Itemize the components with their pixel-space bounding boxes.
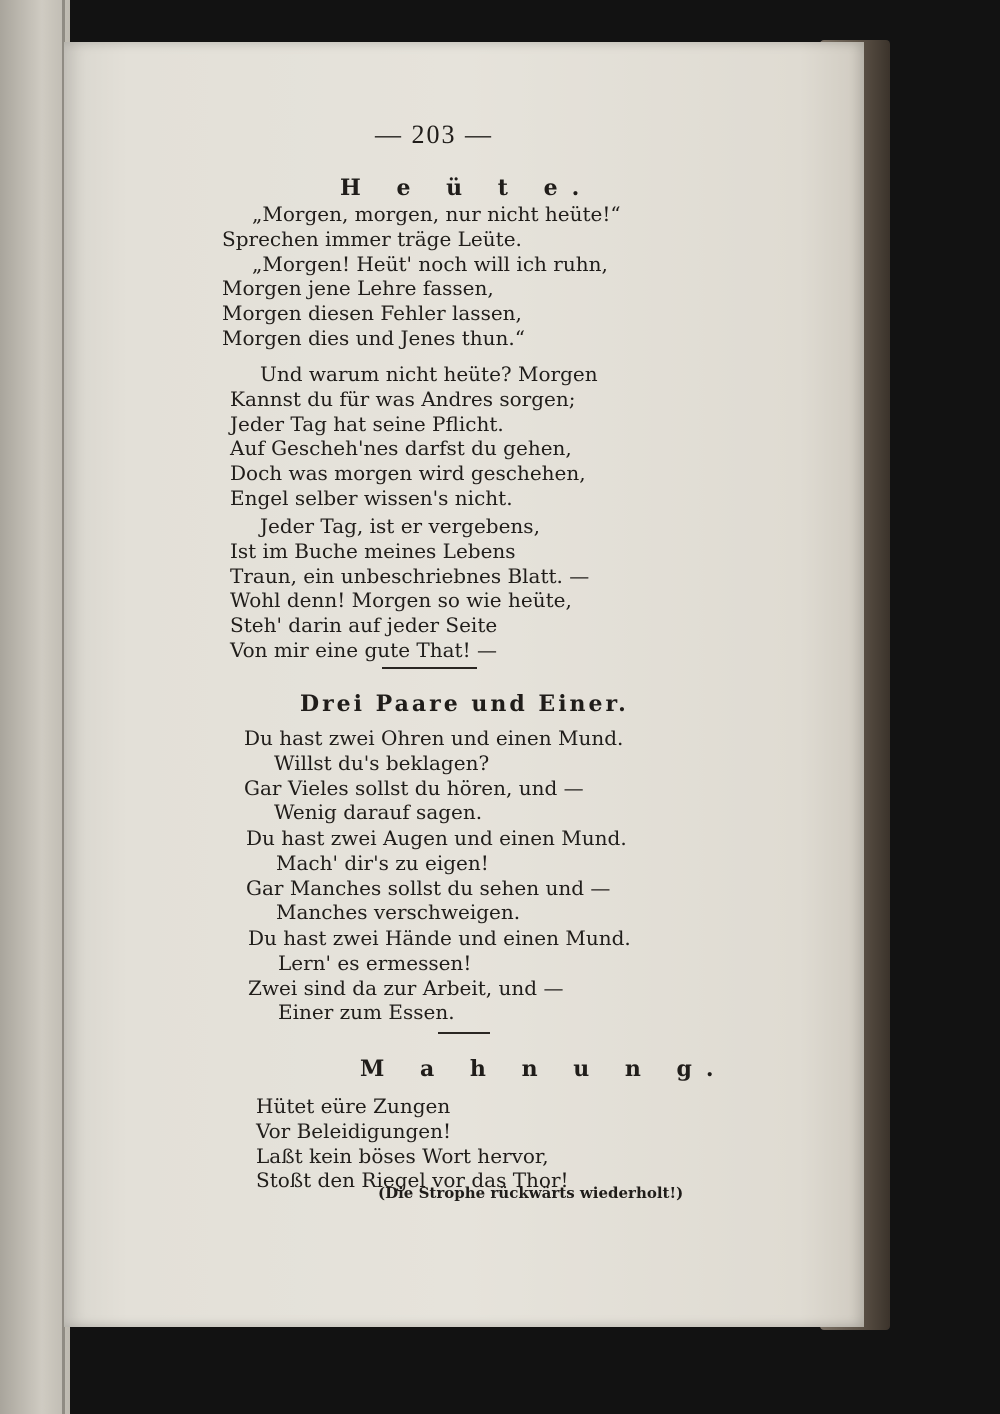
verse-line: Morgen jene Lehre fassen,	[222, 276, 494, 301]
verse-line: Ist im Buche meines Lebens	[230, 538, 516, 563]
facing-page-edge	[0, 0, 70, 1414]
verse-line: Du hast zwei Augen und einen Mund.	[246, 826, 627, 850]
verse-line: Auf Gescheh'nes darfst du gehen,	[230, 436, 572, 461]
verse-line: Mach' dir's zu eigen!	[276, 850, 489, 875]
verse-line: Morgen dies und Jenes thun.“	[222, 325, 525, 350]
verse-line: Doch was morgen wird geschehen,	[230, 461, 586, 486]
verse-line: Von mir eine gute That! —	[230, 637, 497, 662]
book-page	[64, 42, 864, 1327]
verse-line: Laßt kein böses Wort hervor,	[256, 1143, 549, 1168]
verse-line: Jeder Tag hat seine Pflicht.	[230, 411, 504, 436]
poem-heute-stanza-2	[230, 362, 598, 511]
verse-line: „Morgen, morgen, nur nicht heüte!“	[252, 202, 621, 226]
verse-line: Lern' es ermessen!	[278, 950, 472, 975]
verse-line: Steh' darin auf jeder Seite	[230, 613, 498, 638]
poem-drei-paare-stanza-1	[244, 726, 623, 825]
verse-line: Jeder Tag, ist er vergebens,	[260, 514, 540, 538]
verse-line: Einer zum Essen.	[278, 1000, 455, 1025]
poem-drei-paare-stanza-2	[246, 826, 627, 925]
verse-line: Stoßt den Riegel vor das Thor!	[256, 1168, 569, 1193]
verse-line: Willst du's beklagen?	[274, 750, 490, 775]
poem-heute-stanza-3	[230, 514, 589, 663]
verse-line: Engel selber wissen's nicht.	[230, 485, 513, 510]
verse-line: Wohl denn! Morgen so wie heüte,	[230, 588, 572, 613]
poem-title-heute: H e ü t e.	[340, 175, 594, 201]
verse-line: Vor Beleidigungen!	[256, 1118, 452, 1143]
verse-line: Sprechen immer träge Leüte.	[222, 226, 522, 251]
poem-title-drei-paare: Drei Paare und Einer.	[300, 691, 629, 717]
verse-line: Manches verschweigen.	[276, 900, 521, 925]
page-number: — 203 —	[375, 120, 493, 149]
verse-line: Morgen diesen Fehler lassen,	[222, 301, 522, 326]
verse-line: Gar Manches sollst du sehen und —	[246, 875, 611, 900]
verse-line: „Morgen! Heüt' noch will ich ruhn,	[252, 251, 608, 276]
poem-title-mahnung: M a h n u n g.	[360, 1056, 728, 1082]
verse-line: Gar Vieles sollst du hören, und —	[244, 775, 584, 800]
verse-line: Du hast zwei Hände und einen Mund.	[248, 926, 631, 950]
section-divider	[382, 667, 477, 669]
repeat-note: (Die Strophe rückwärts wiederholt!)	[378, 1184, 684, 1202]
verse-line: Traun, ein unbeschriebnes Blatt. —	[230, 563, 590, 588]
verse-line: Kannst du für was Andres sorgen;	[230, 386, 576, 411]
poem-mahnung-stanza-1	[256, 1094, 569, 1193]
section-divider	[438, 1032, 490, 1034]
verse-line: Zwei sind da zur Arbeit, und —	[248, 975, 564, 1000]
verse-line: Du hast zwei Ohren und einen Mund.	[244, 726, 624, 750]
verse-line: Wenig darauf sagen.	[274, 800, 483, 825]
verse-line: Hütet eüre Zungen	[256, 1094, 451, 1118]
poem-drei-paare-stanza-3	[248, 926, 631, 1025]
verse-line: Und warum nicht heüte? Morgen	[260, 362, 598, 386]
poem-heute-stanza-1	[222, 202, 621, 351]
